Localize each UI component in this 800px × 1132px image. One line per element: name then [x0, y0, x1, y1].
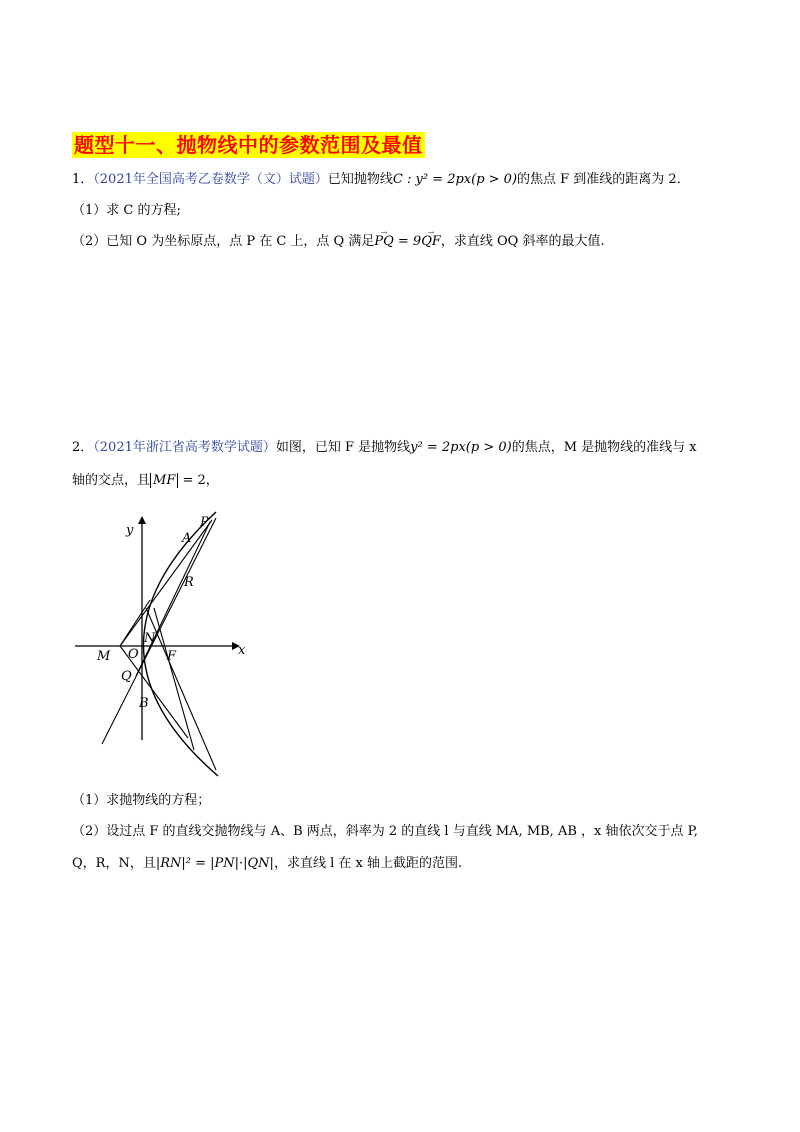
- y-axis-arrow-icon: [138, 516, 146, 524]
- q1-vector-pq: → PQ: [374, 233, 393, 251]
- q2-stem: [72, 439, 697, 457]
- q2-source: （2021年浙江省高考数学试题）: [93, 440, 276, 455]
- q2-part2-line2-suffix: ，求直线 l 在 x 轴上截距的范围.: [273, 856, 463, 871]
- q1-stem-suffix: 的焦点 F 到准线的距离为 2．: [517, 172, 690, 187]
- q2-stem-suffix: 的焦点，M 是抛物线的准线与 x: [511, 440, 697, 455]
- q1-number: 1．: [72, 172, 94, 187]
- q2-stem-line2: [72, 472, 219, 490]
- q2-stem-prefix: 如图，已知 F 是抛物线: [275, 440, 411, 455]
- label-f: F: [167, 649, 177, 664]
- line-ma: [120, 520, 212, 646]
- q1-stem: [72, 171, 690, 189]
- label-o: O: [128, 647, 139, 662]
- q2-part2-line2-math: |RN|² = |PN|·|QN|: [155, 856, 274, 871]
- label-b: B: [139, 696, 149, 711]
- q2-part2-line1: （2）设过点 F 的直线交抛物线与 A、B 两点，斜率为 2 的直线 l 与直线 MA, MB, AB ，x 轴依次交于点 P,: [72, 824, 698, 839]
- q2-number: 2．: [72, 440, 94, 455]
- label-n: N: [144, 631, 156, 646]
- q2-stem-line2-prefix: 轴的交点，且: [72, 473, 151, 488]
- q2-part2-line2: [72, 855, 462, 873]
- q1-part2-suffix: ，求直线 OQ 斜率的最大值.: [440, 234, 605, 249]
- label-m: M: [97, 649, 111, 664]
- q1-part2-prefix: （2）已知 O 为坐标原点，点 P 在 C 上，点 Q 满足: [72, 234, 375, 249]
- q1-part2: [72, 233, 605, 251]
- parabola-figure: [70, 508, 260, 778]
- line-fb: [146, 608, 216, 770]
- q1-stem-math: C : y² = 2px(p > 0): [392, 172, 518, 187]
- label-r: R: [184, 575, 194, 590]
- q2-part1: （1）求抛物线的方程；: [72, 793, 211, 808]
- line-l: [102, 518, 216, 744]
- label-y: y: [126, 523, 134, 538]
- q1-part2-eq: = 9: [393, 234, 422, 249]
- q1-vector-qf: → QF: [421, 233, 441, 251]
- label-q: Q: [121, 669, 132, 684]
- q2-part2-line2-prefix: Q，R，N，且: [72, 856, 156, 871]
- label-a: A: [182, 531, 192, 546]
- label-p: P: [200, 515, 209, 530]
- label-x: x: [238, 643, 246, 658]
- q2-stem-line2-suffix: = 2，: [178, 473, 219, 488]
- q1-source: （2021年全国高考乙卷数学（文）试题）: [93, 172, 328, 187]
- q2-stem-line2-math: MF: [150, 473, 178, 488]
- section-title: 题型十一、抛物线中的参数范围及最值: [74, 133, 423, 157]
- q2-stem-math: y² = 2px(p > 0): [410, 440, 512, 455]
- q1-stem-prefix: 已知抛物线: [327, 172, 393, 187]
- q1-part1: （1）求 C 的方程;: [72, 203, 181, 218]
